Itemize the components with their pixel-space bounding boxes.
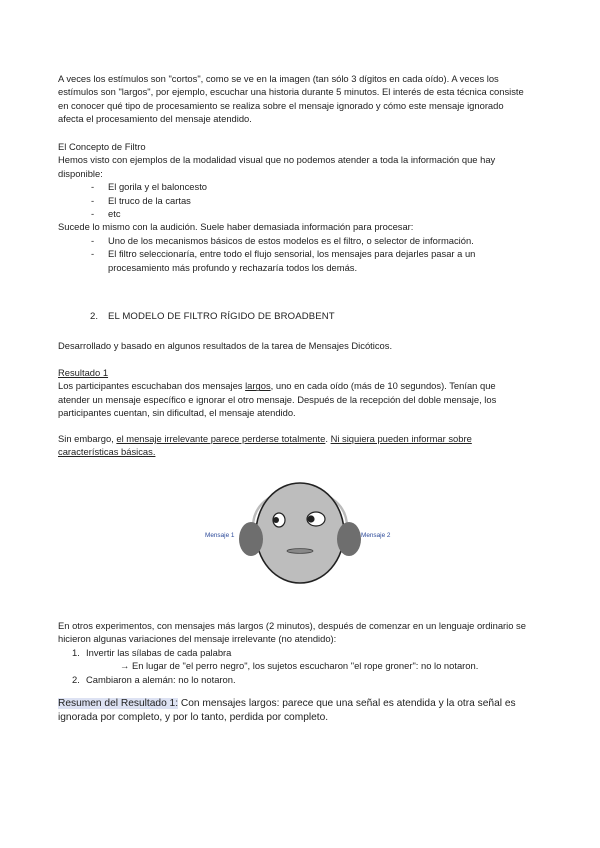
list-item: - etc [91,208,121,220]
right-earphone-icon [337,522,361,556]
resultado1-text: Los participantes escuchaban dos mensajes largos, uno en cada oído (más de 10 segundos). Tenían que atender un mensaje específico e ignorar el otro mensaje. Después de la recepción del doble mensaje, los participantes cuentan, sin dificultad, el mensaje atendido. [58,380,497,419]
section-number: 2. [90,311,99,322]
resumen-text: Con mensajes largos: parece que una señal es atendida y la otra señal es ignorada por completo, y por lo tanto, perdida por completo. [58,698,516,724]
filtro-section [58,140,528,274]
list-item: - El truco de la cartas [91,194,191,206]
section-title: EL MODELO DE FILTRO RÍGIDO DE BROADBENT [108,311,335,322]
audicion-text: Sucede lo mismo con la audición. Suele haber demasiada información para procesar: [58,221,414,233]
list-item: 2. Cambiaron a alemán: no lo notaron. [72,673,236,685]
face-icon [256,483,344,583]
list-item: - Uno de los mecanismos básicos de estos modelos es el filtro, o selector de información. [91,234,474,246]
mensaje-1-label: Mensaje 1 [205,532,235,539]
resultado1-section [58,366,528,420]
mensaje-2-label: Mensaje 2 [361,532,391,539]
otros-text: En otros experimentos, con mensajes más largos (2 minutos), después de comenzar en un lenguaje ordinario se hicieron algunas variaciones del mensaje irrelevante (no atendido): [58,620,526,645]
list-item: 1. Invertir las sílabas de cada palabra [72,646,232,658]
section-heading [90,311,335,322]
desarrollado-text: Desarrollado y basado en algunos resultados de la tarea de Mensajes Dicóticos. [58,340,393,351]
list-subitem: → En lugar de "el perro negro", los sujetos escucharon "el rope groner": no lo notaron. [120,660,479,672]
resumen-paragraph [58,697,538,725]
intro-paragraph [58,72,528,126]
left-earphone-icon [239,522,263,556]
dichotic-listening-figure [198,467,402,585]
list-item: - El filtro seleccionaría, entre todo el flujo sensorial, los mensajes para dejarles pasar a un procesamiento más profundo y rechazaría todos los demás. [91,248,476,273]
filtro-text: Hemos visto con ejemplos de la modalidad visual que no podemos atender a toda la información que hay disponible: [58,154,496,179]
resultado1-title: Resultado 1 [58,367,109,378]
head-headphones-illustration [198,467,402,585]
mouth-icon [287,549,313,554]
intro-text: A veces los estímulos son "cortos", como se ve en la imagen (tan sólo 3 dígitos en cada oído). A veces los estímulos son "largos", por ejemplo, escuchar una historia durante 5 minutos. El interés de esta técnica consiste en conocer qué tipo de procesamiento se realiza sobre el mensaje ignorado y cómo este mensaje ignorado afecta el procesamiento del mensaje atendido. [58,73,524,125]
resumen-label: Resumen del Resultado 1: [58,698,179,709]
otros-section [58,619,528,686]
filtro-title: El Concepto de Filtro [58,141,146,152]
list-item: - El gorila y el baloncesto [91,181,208,193]
desarrollado-paragraph [58,339,528,352]
sin-embargo-paragraph: Sin embargo, el mensaje irrelevante parece perderse totalmente. Ni siquiera pueden informar sobre características básicas. [58,433,472,458]
